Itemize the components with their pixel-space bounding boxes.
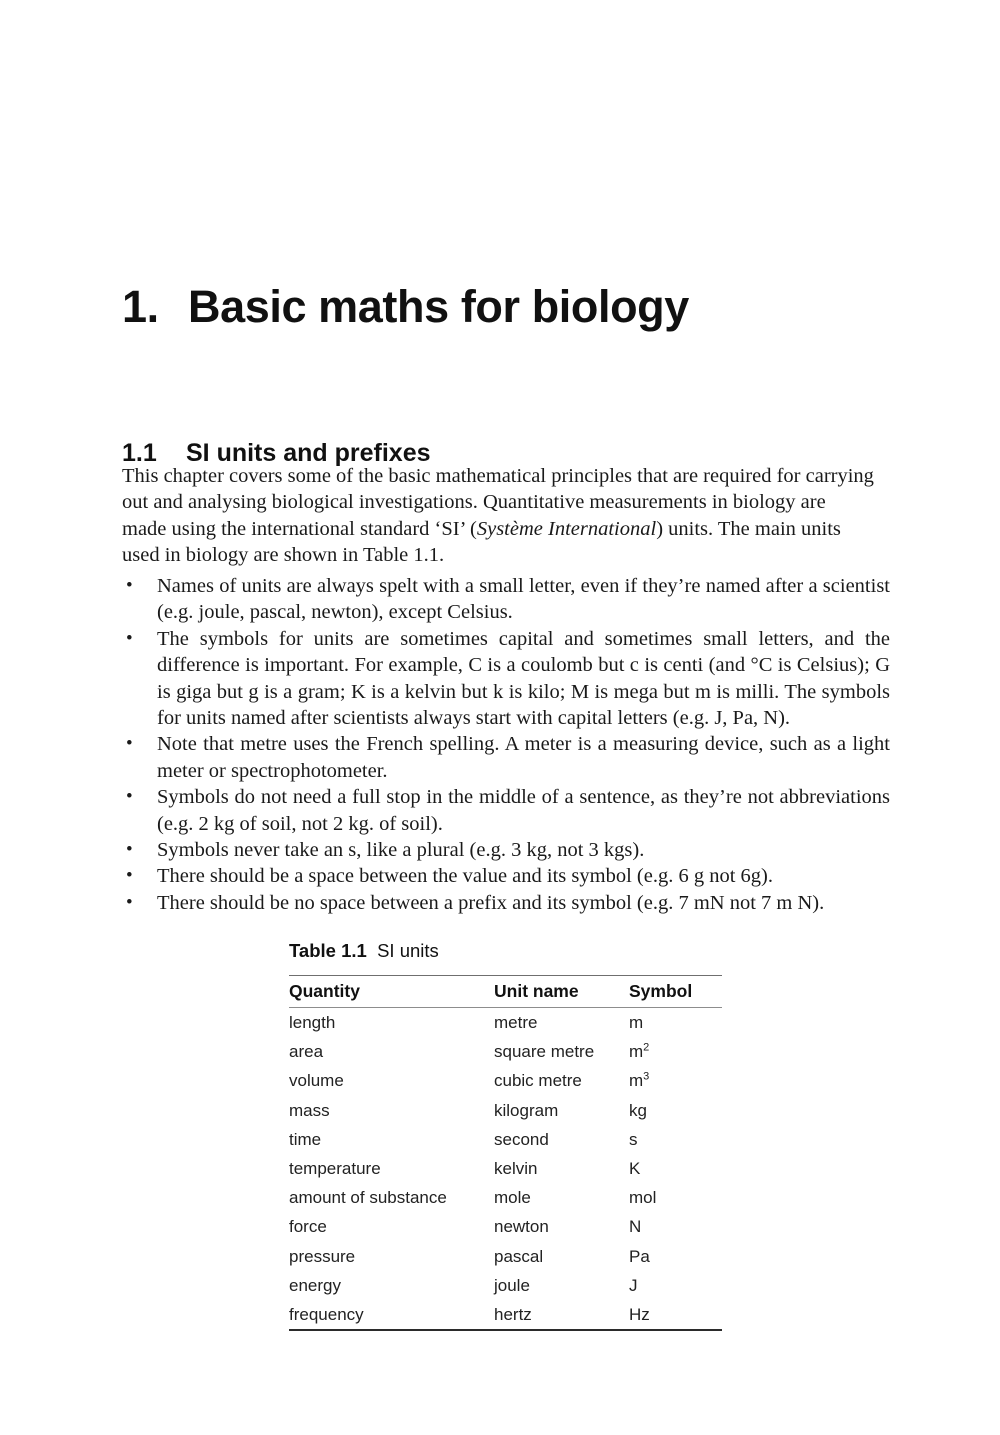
intro-line-2: out and analysing biological investigations. Quantitative measurements in biology are [122, 491, 826, 514]
list-item-text: Note that metre uses the French spelling. A meter is a measuring device, such as a light meter or spectrophotometer. [157, 733, 890, 782]
intro-line-3 [122, 516, 890, 542]
si-rules-list [122, 573, 890, 916]
chapter-title-text: Basic maths for biology [188, 281, 689, 333]
intro-line-4: used in biology are shown in Table 1.1. [122, 544, 445, 567]
cell-unit-name: newton [494, 1217, 549, 1237]
intro-line-1: This chapter covers some of the basic mathematical principles that are required for carrying [122, 465, 874, 487]
list-item [122, 573, 890, 626]
table-row [289, 1300, 722, 1330]
cell-unit-name: cubic metre [494, 1071, 582, 1091]
cell-symbol: Pa [629, 1246, 650, 1266]
list-item-text: There should be a space between the value and its symbol (e.g. 6 g not 6g). [157, 865, 773, 888]
list-item-text: Symbols do not need a full stop in the middle of a sentence, as they’re not abbreviations (e.g. 2 kg of soil, not 2 kg. of soil). [157, 786, 890, 835]
cell-quantity: amount of substance [289, 1188, 447, 1208]
cell-unit-name: kelvin [494, 1159, 538, 1179]
table-caption [289, 940, 722, 962]
cell-symbol: mol [629, 1188, 657, 1208]
cell-quantity: area [289, 1042, 324, 1062]
list-item-text: The symbols for units are sometimes capital and sometimes small letters, and the difference is important. For example, C is a coulomb but c is centi (and °C is Celsius); G is giga but g is a gram; K is a kelvin but k is kilo; M is mega but m is milli. The symbols for units named after scientists always start with capital letters (e.g. J, Pa, N). [157, 627, 890, 730]
cell-symbol: m [629, 1013, 644, 1032]
list-item [122, 784, 890, 837]
cell-symbol: kg [629, 1100, 647, 1120]
si-italic-term: Système International [476, 517, 657, 540]
intro-line-3-after: ) units. The main units [656, 517, 841, 540]
cell-quantity: length [289, 1013, 336, 1032]
cell-symbol: $m^2$ [629, 1041, 650, 1062]
bullet-marker: • [126, 839, 133, 861]
cell-quantity: mass [289, 1100, 330, 1120]
table-row [289, 1183, 722, 1212]
si-units-table-container [289, 940, 722, 1331]
cell-unit-name: second [494, 1129, 549, 1149]
cell-symbol: s [629, 1129, 638, 1149]
cell-symbol: N [629, 1217, 642, 1237]
cell-unit-name: square metre [494, 1042, 595, 1062]
list-item [122, 837, 890, 863]
table-row [289, 1125, 722, 1154]
cell-quantity: temperature [289, 1159, 381, 1179]
table-row [289, 1008, 722, 1038]
intro-paragraph [122, 463, 890, 569]
cell-unit-name: pascal [494, 1246, 544, 1266]
bullet-marker: • [126, 627, 133, 649]
list-item [122, 731, 890, 784]
chapter-number: 1. [122, 281, 159, 333]
table-row [289, 1066, 722, 1095]
column-header-unit-name: Unit name [494, 981, 579, 1001]
table-header [289, 976, 722, 1008]
table-row [289, 1212, 722, 1241]
cell-symbol: K [629, 1159, 641, 1179]
cell-unit-name: joule [494, 1275, 530, 1295]
table-header-row [289, 976, 722, 1008]
section-number: 1.1 [122, 438, 157, 467]
si-units-table [289, 975, 722, 1331]
table-row [289, 1242, 722, 1271]
bullet-marker: • [126, 733, 133, 755]
table-row [289, 1154, 722, 1183]
cell-unit-name: kilogram [494, 1100, 559, 1120]
cell-quantity: pressure [289, 1246, 356, 1266]
list-item [122, 626, 890, 732]
cell-unit-name: mole [494, 1188, 531, 1208]
table-row [289, 1037, 722, 1066]
column-header-quantity: Quantity [289, 981, 360, 1001]
table-caption-label: Table 1.1 [289, 940, 367, 961]
cell-unit-name: hertz [494, 1305, 532, 1325]
bullet-marker: • [126, 891, 133, 913]
cell-unit-name: metre [494, 1013, 538, 1032]
cell-quantity: frequency [289, 1305, 364, 1325]
cell-symbol: Hz [629, 1305, 650, 1325]
table-body [289, 1008, 722, 1331]
table-caption-text [367, 940, 377, 961]
page-title [122, 282, 912, 332]
bullet-marker: • [126, 865, 133, 887]
cell-symbol: $m^3$ [629, 1070, 650, 1091]
table-caption-title: SI units [377, 940, 439, 961]
cell-quantity: force [289, 1217, 327, 1237]
cell-quantity: time [289, 1129, 322, 1149]
list-item [122, 890, 890, 916]
list-item-text: Symbols never take an s, like a plural (e.g. 3 kg, not 3 kgs). [157, 839, 645, 862]
cell-quantity: energy [289, 1275, 341, 1295]
bullet-marker: • [126, 575, 133, 596]
list-item-text: Names of units are always spelt with a small letter, even if they’re named after a scientist (e.g. joule, pascal, newton), except Celsius. [157, 575, 890, 624]
cell-symbol: J [629, 1275, 638, 1295]
intro-line-3-before: made using the international standard ‘SI’ ( [122, 517, 477, 540]
bullet-marker: • [126, 786, 133, 808]
table-row [289, 1096, 722, 1125]
list-item [122, 863, 890, 889]
column-header-symbol: Symbol [629, 981, 693, 1001]
table-row [289, 1271, 722, 1300]
list-item-text: There should be no space between a prefix and its symbol (e.g. 7 mN not 7 m N). [157, 891, 825, 914]
section-title-text: SI units and prefixes [186, 438, 431, 467]
cell-quantity: volume [289, 1071, 344, 1091]
